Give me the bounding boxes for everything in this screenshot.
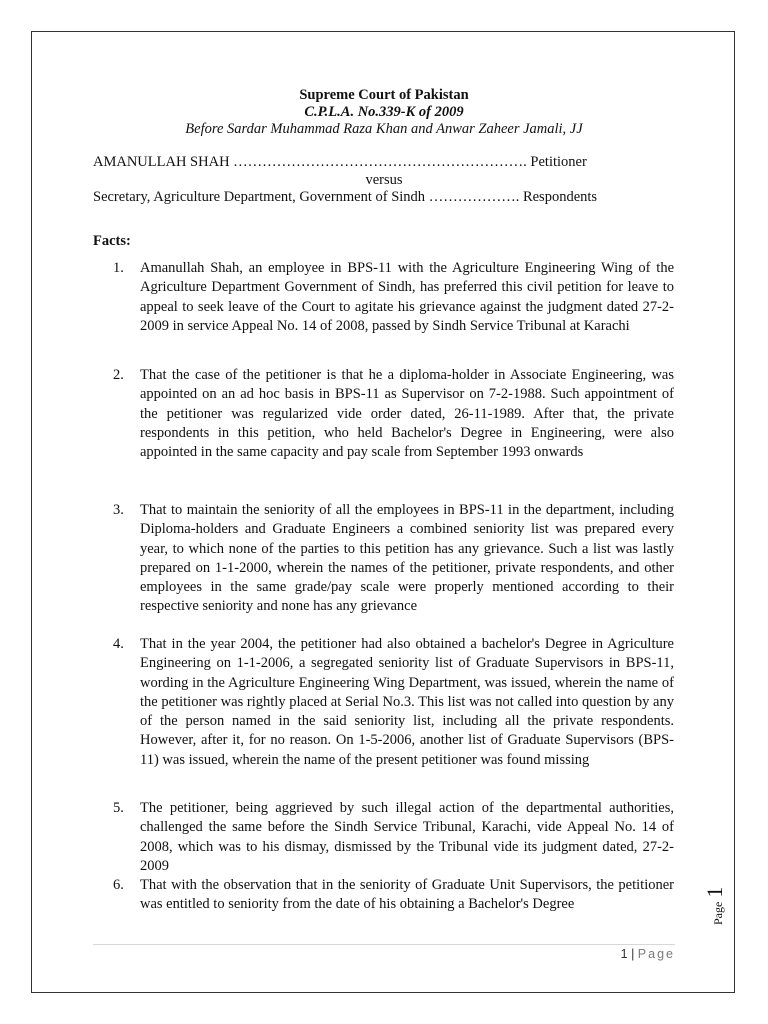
petitioner-line: [93, 154, 637, 171]
fact-text: That the case of the petitioner is that he a diploma-holder in Associate Engineering, was appointed on an ad hoc basis in BPS-11 as Supervisor on 7-2-1988. Such appointment of the petitioner was regularized vide order dated, 26-11-1989. After that, the private respondents in this petition, who held Bachelor's Degree in Engineering, were also appointed in the same capacity and pay scale from September 1993 onwards: [140, 367, 674, 461]
side-page-label: [702, 885, 742, 925]
respondent-name: Secretary, Agriculture Department, Government of Sindh: [93, 189, 426, 205]
petitioner-role: Petitioner: [530, 154, 587, 170]
footer-separator: |: [631, 947, 635, 961]
fact-number: 1.: [113, 260, 124, 276]
facts-heading: Facts:: [93, 233, 131, 249]
side-page-number: 1: [702, 886, 727, 898]
bench-line: Before Sardar Muhammad Raza Khan and Anwar Zaheer Jamali, JJ: [185, 121, 583, 137]
fact-text: That in the year 2004, the petitioner had also obtained a bachelor's Degree in Agriculture Engineering on 1-1-2006, a segregated seniority list of Graduate Supervisors in BPS-11, wording in the Agriculture Engineering Wing Department, was issued, wherein the name of the petitioner was rightly placed at Serial No.3. This list was not called into question by any of the person named in the said seniority list, including all the private respondents. However, after it, for no reason. On 1-5-2006, another list of Graduate Supervisors (BPS-11) was issued, wherein the name of the present petitioner was found missing: [140, 636, 674, 768]
fact-number: 4.: [113, 636, 124, 652]
respondent-dots: ……………….: [428, 189, 520, 205]
fact-text: That to maintain the seniority of all the employees in BPS-11 in the department, including Diploma-holders and Graduate Engineers a combined seniority list was prepared every year, to which none of the parties to this petition has any grievance. Such a list was lastly prepared on 1-1-2000, wherein the names of the petitioner, private respondents, and other employees in the same grade/pay scale were properly mentioned according to their respective seniority and none has any grievance: [140, 502, 674, 615]
versus-label: versus: [365, 172, 403, 188]
footer-page-word: Page: [637, 947, 675, 961]
footer-page-number: 1: [620, 947, 628, 961]
footer-divider: [93, 944, 675, 945]
case-number: C.P.L.A. No.339-K of 2009: [304, 104, 464, 120]
fact-text: The petitioner, being aggrieved by such illegal action of the departmental authorities, challenged the same before the Sindh Service Tribunal, Karachi, vide Appeal No. 14 of 2008, which was to his dismay, dismissed by the Tribunal vide its judgment dated, 27-2-2009: [140, 800, 674, 874]
court-title: Supreme Court of Pakistan: [299, 87, 469, 103]
fact-number: 5.: [113, 800, 124, 816]
petitioner-name: AMANULLAH SHAH: [93, 154, 230, 170]
respondent-role: Respondents: [522, 189, 598, 205]
fact-number: 3.: [113, 502, 124, 518]
fact-number: 6.: [113, 877, 124, 893]
fact-number: 2.: [113, 367, 124, 383]
fact-text: That with the observation that in the seniority of Graduate Unit Supervisors, the petitioner was entitled to seniority from the date of his obtaining a Bachelor's Degree: [140, 877, 674, 913]
side-page-word: Page: [711, 901, 725, 925]
fact-text: Amanullah Shah, an employee in BPS-11 with the Agriculture Engineering Wing of the Agriculture Department Government of Sindh, has preferred this civil petition for leave to appeal to seek leave of the Court to agitate his grievance against the judgment dated 27-2-2009 in service Appeal No. 14 of 2008, passed by Sindh Service Tribunal at Karachi: [140, 260, 674, 334]
respondent-line: [93, 189, 637, 206]
petitioner-dots: …………………………………………………….: [233, 154, 527, 170]
footer-page-indicator: [621, 947, 675, 961]
